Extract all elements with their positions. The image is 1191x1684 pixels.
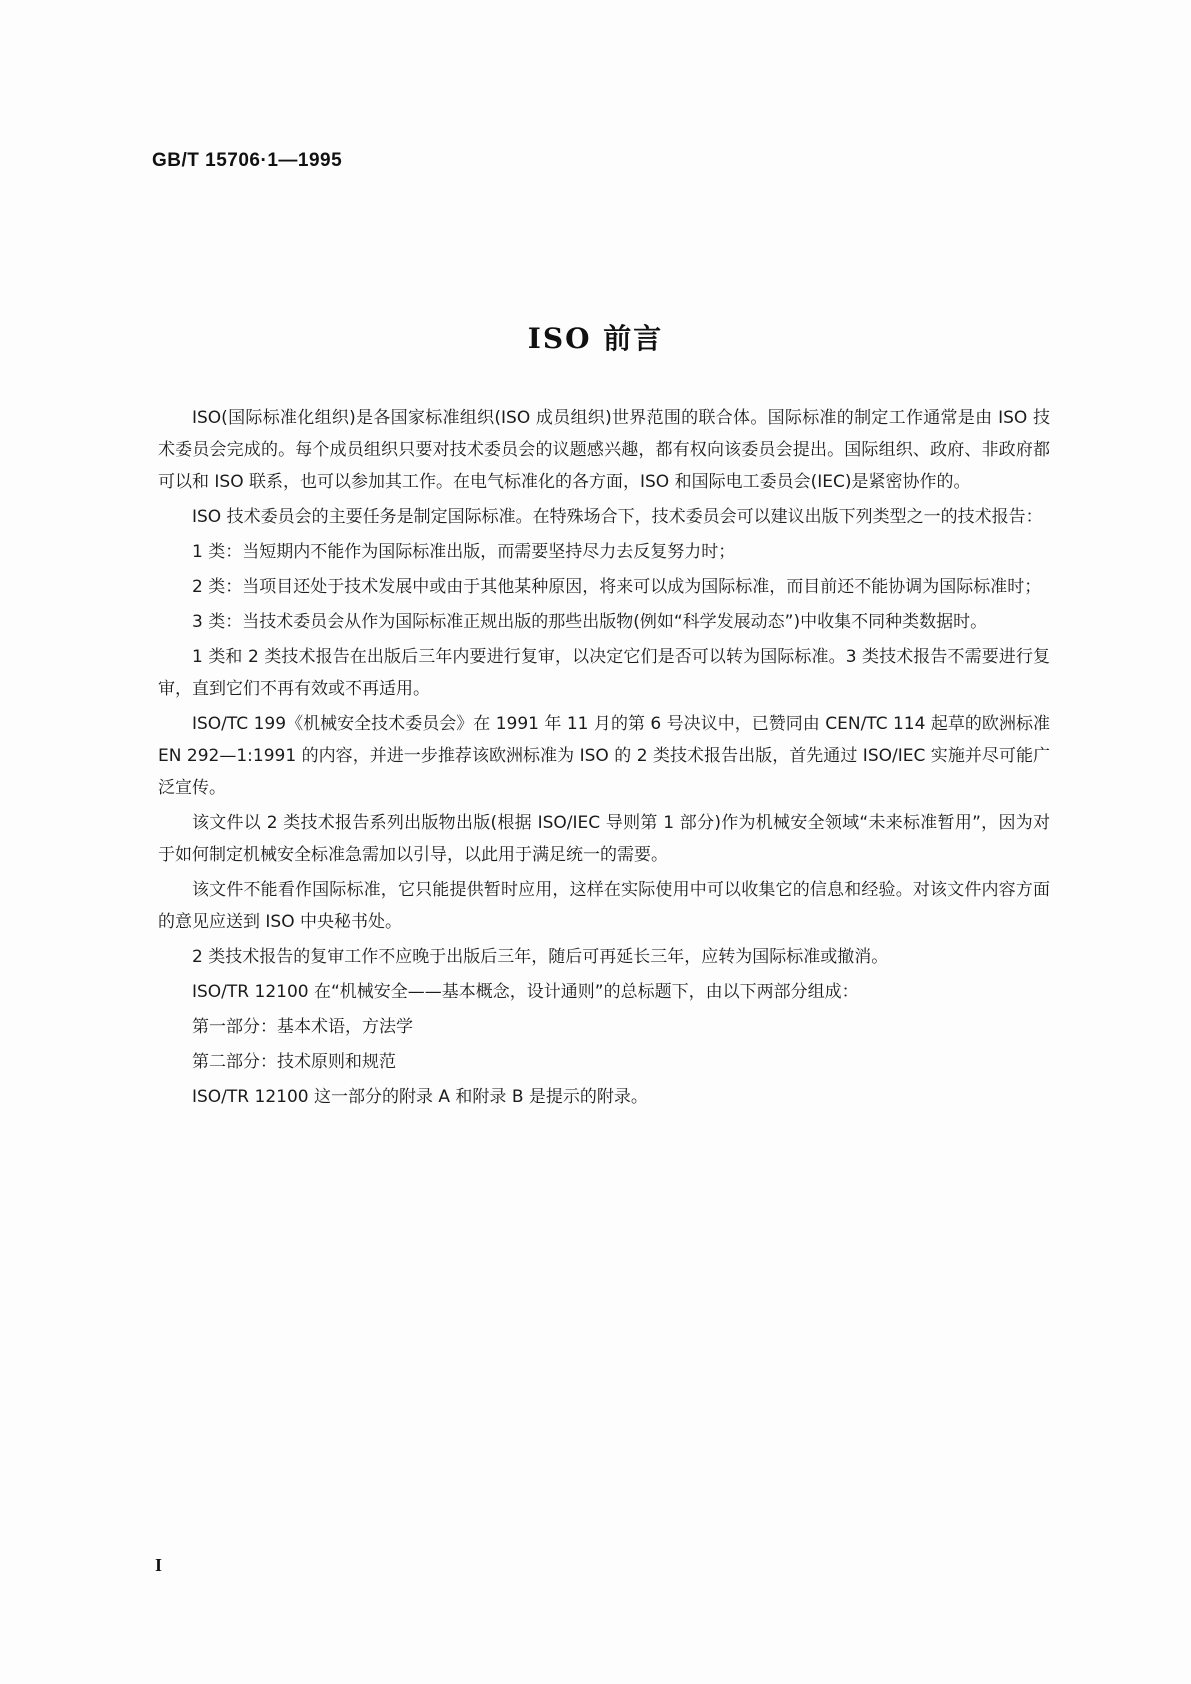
paragraph: ISO/TR 12100 在“机械安全——基本概念，设计通则”的总标题下，由以下两部分组成： bbox=[192, 982, 859, 1002]
paragraph: 该文件以 2 类技术报告系列出版物出版(根据 ISO/IEC 导则第 1 部分)作为机械安全领域“未来标准暂用”，因为对于如何制定机械安全标准急需加以引导，以此用于满足统一的需要。 bbox=[158, 813, 1050, 865]
paragraph: 2 类：当项目还处于技术发展中或由于其他某种原因，将来可以成为国际标准，而目前还不能协调为国际标准时； bbox=[192, 577, 1042, 597]
list-item: 第二部分：技术原则和规范 bbox=[192, 1052, 396, 1072]
paragraph: 3 类：当技术委员会从作为国际标准正规出版的那些出版物(例如“科学发展动态”)中收集不同种类数据时。 bbox=[192, 612, 988, 632]
paragraph: 1 类和 2 类技术报告在出版后三年内要进行复审，以决定它们是否可以转为国际标准。3 类技术报告不需要进行复审，直到它们不再有效或不再适用。 bbox=[158, 647, 1050, 699]
list-item: 第一部分：基本术语，方法学 bbox=[192, 1017, 413, 1037]
paragraph: 该文件不能看作国际标准，它只能提供暂时应用，这样在实际使用中可以收集它的信息和经验。对该文件内容方面的意见应送到 ISO 中央秘书处。 bbox=[158, 880, 1050, 932]
paragraph: ISO/TR 12100 这一部分的附录 A 和附录 B 是提示的附录。 bbox=[192, 1087, 648, 1107]
standard-number: GB/T 15706·1—1995 bbox=[152, 150, 343, 171]
paragraph: ISO 技术委员会的主要任务是制定国际标准。在特殊场合下，技术委员会可以建议出版下列类型之一的技术报告： bbox=[192, 507, 1043, 527]
page-number: I bbox=[155, 1555, 163, 1575]
body-text bbox=[158, 402, 1050, 1116]
paragraph: 1 类：当短期内不能作为国际标准出版，而需要坚持尽力去反复努力时； bbox=[192, 542, 736, 562]
paragraph: ISO/TC 199《机械安全技术委员会》在 1991 年 11 月的第 6 号决议中，已赞同由 CEN/TC 114 起草的欧洲标准 EN 292—1:1991 的内容，并进一步推荐该欧洲标准为 ISO 的 2 类技术报告出版，首先通过 ISO/IEC 实施并尽可能广泛宣传。 bbox=[158, 714, 1050, 798]
page-title: ISO 前言 bbox=[527, 322, 664, 355]
paragraph: ISO(国际标准化组织)是各国家标准组织(ISO 成员组织)世界范围的联合体。国际标准的制定工作通常是由 ISO 技术委员会完成的。每个成员组织只要对技术委员会的议题感兴趣，都有权向该委员会提出。国际组织、政府、非政府都可以和 ISO 联系，也可以参加其工作。在电气标准化的各方面，ISO 和国际电工委员会(IEC)是紧密协作的。 bbox=[158, 408, 1050, 492]
paragraph: 2 类技术报告的复审工作不应晚于出版后三年，随后可再延长三年，应转为国际标准或撤消。 bbox=[192, 947, 889, 967]
